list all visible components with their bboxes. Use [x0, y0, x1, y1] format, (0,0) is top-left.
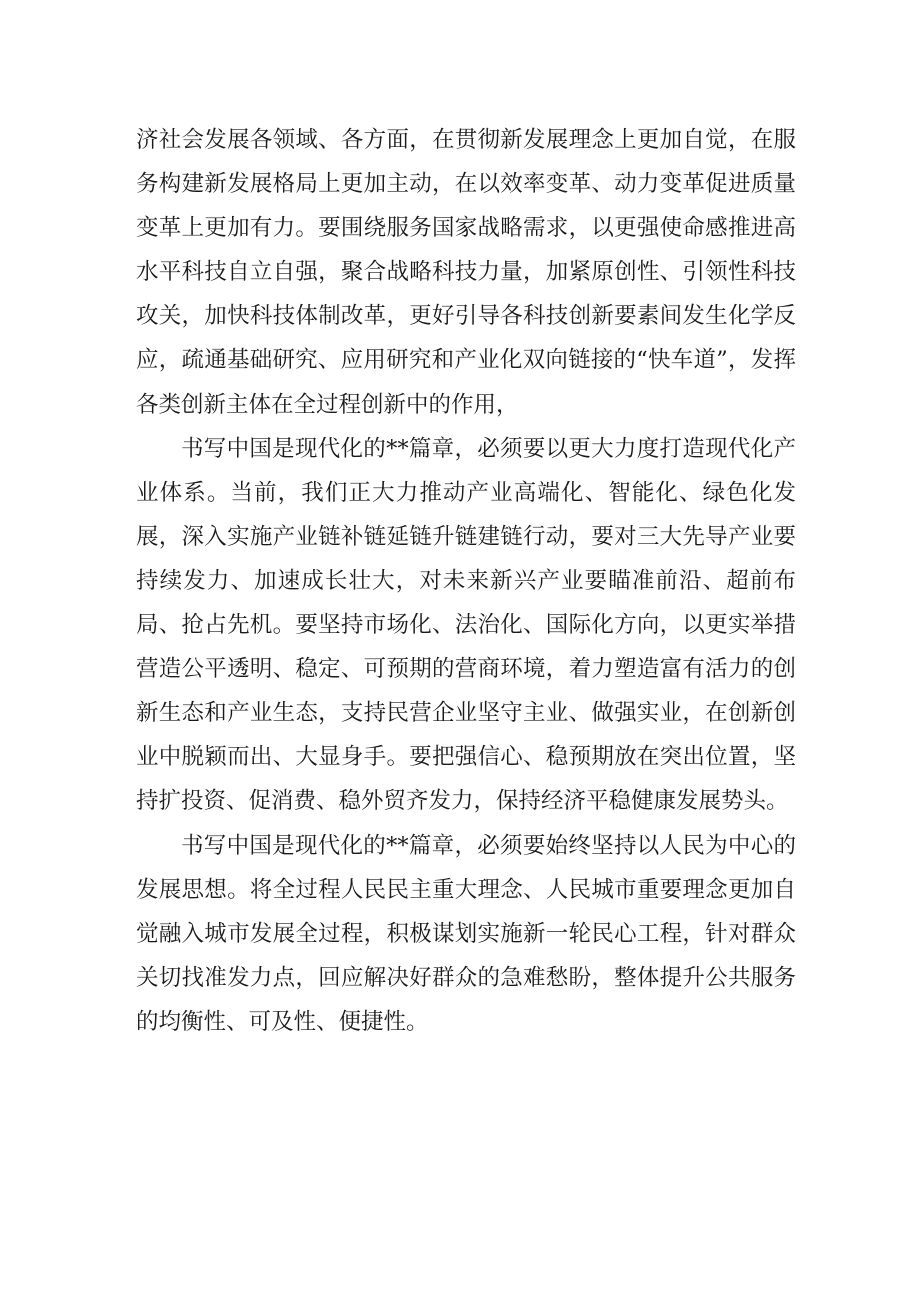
document-body — [136, 118, 796, 1044]
paragraph-continuation: 济社会发展各领域、各方面，在贯彻新发展理念上更加自觉，在服务构建新发展格局上更加主动，在以效率变革、动力变革促进质量变革上更加有力。要围绕服务国家战略需求，以更强使命感推进高水平科技自立自强，聚合战略科技力量，加紧原创性、引领性科技攻关，加快科技体制改革，更好引导各科技创新要素间发生化学反应，疏通基础研究、应用研究和产业化双向链接的“快车道”，发挥各类创新主体在全过程创新中的作用， — [136, 127, 796, 418]
paragraph-industrial-system: 书写中国是现代化的**篇章，必须要以更大力度打造现代化产业体系。当前，我们正大力推动产业高端化、智能化、绿色化发展，深入实施产业链补链延链升链建链行动，要对三大先导产业要持续发力、加速成长壮大，对未来新兴产业要瞄准前沿、超前布局、抢占先机。要坚持市场化、法治化、国际化方向，以更实举措营造公平透明、稳定、可预期的营商环境，着力塑造富有活力的创新生态和产业生态，支持民营企业坚守主业、做强实业，在创新创业中脱颖而出、大显身手。要把强信心、稳预期放在突出位置，坚持扩投资、促消费、稳外贸齐发力，保持经济平稳健康发展势头。 — [136, 435, 796, 815]
paragraph-people-centered: 书写中国是现代化的**篇章，必须要始终坚持以人民为中心的发展思想。将全过程人民民主重大理念、人民城市重要理念更加自觉融入城市发展全过程，积极谋划实施新一轮民心工程，针对群众关切找准发力点，回应解决好群众的急难愁盼，整体提升公共服务的均衡性、可及性、便捷性。 — [136, 832, 796, 1035]
